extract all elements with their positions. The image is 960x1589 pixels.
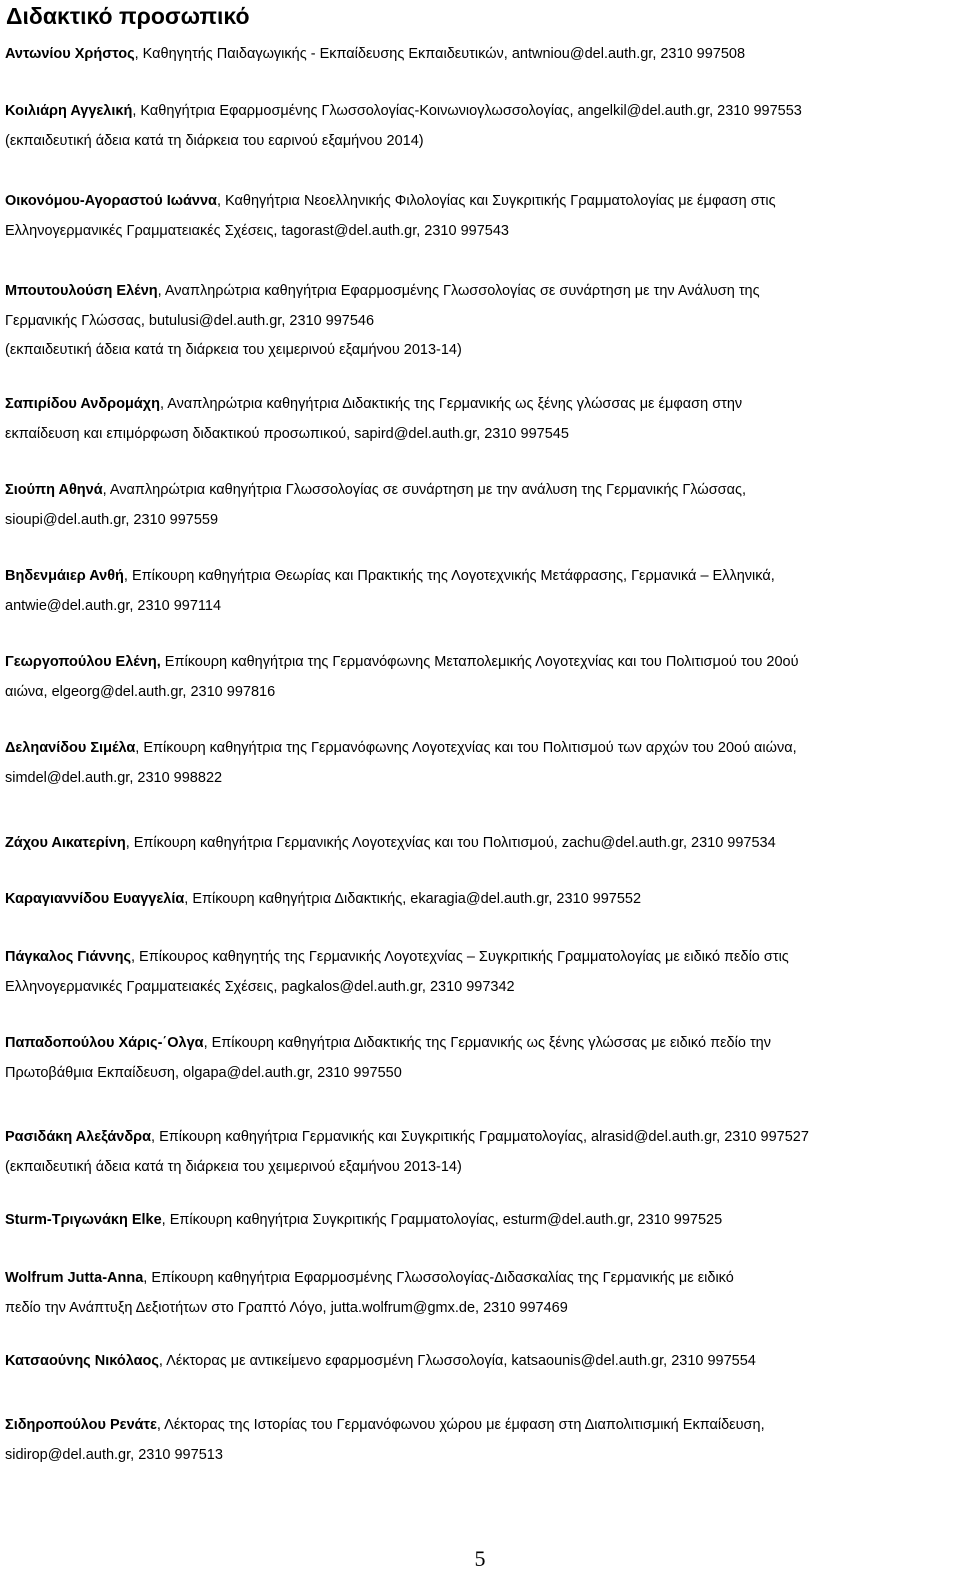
staff-name: Σιδηροπούλου Ρενάτε	[5, 1417, 157, 1433]
staff-details: , Επίκουρη καθηγήτρια της Γερμανόφωνης Λογοτεχνίας και του Πολιτισμού των αρχών του 20ού αιώνα,	[135, 740, 797, 756]
entry-line	[5, 187, 953, 217]
entry-line	[5, 592, 953, 622]
staff-details: , Επίκουρη καθηγήτρια Εφαρμοσμένης Γλωσσολογίας-Διδασκαλίας της Γερμανικής με ειδικό	[143, 1270, 734, 1286]
staff-entry	[5, 476, 953, 535]
staff-details: , Επίκουρη καθηγήτρια Διδακτικής, ekaragia@del.auth.gr, 2310 997552	[184, 891, 642, 907]
staff-name: Μπουτουλούση Ελένη	[5, 283, 158, 299]
entry-line	[5, 1029, 953, 1059]
entry-line	[5, 336, 953, 366]
staff-details: , Καθηγήτρια Εφαρμοσμένης Γλωσσολογίας-Κοινωνιογλωσσολογίας, angelkil@del.auth.gr, 2310 997553	[132, 103, 802, 119]
staff-name: Ζάχου Αικατερίνη	[5, 835, 126, 851]
entry-line	[5, 973, 953, 1003]
staff-details: sidirop@del.auth.gr, 2310 997513	[5, 1446, 223, 1463]
staff-details: , Αναπληρώτρια καθηγήτρια Γλωσσολογίας σε συνάρτηση με την ανάλυση της Γερμανικής Γλώσσας,	[102, 482, 747, 498]
entry-line	[5, 562, 953, 592]
staff-details: αιώνα, elgeorg@del.auth.gr, 2310 997816	[5, 683, 276, 700]
entry-line	[5, 734, 953, 764]
staff-details: (εκπαιδευτική άδεια κατά τη διάρκεια του χειμερινού εξαμήνου 2013-14)	[5, 1158, 462, 1175]
staff-entry	[5, 1264, 953, 1323]
staff-details: Επίκουρη καθηγήτρια της Γερμανόφωνης Μεταπολεμικής Λογοτεχνίας και του Πολιτισμού του 20ού	[160, 654, 799, 670]
staff-details: , Επίκουρος καθηγητής της Γερμανικής Λογοτεχνίας – Συγκριτικής Γραμματολογίας με ειδικό πεδίο στις	[131, 949, 789, 965]
staff-details: , Καθηγήτρια Νεοελληνικής Φιλολογίας και Συγκριτικής Γραμματολογίας με έμφαση στις	[216, 193, 776, 209]
staff-details: (εκπαιδευτική άδεια κατά τη διάρκεια του χειμερινού εξαμήνου 2013-14)	[5, 342, 462, 358]
staff-entry	[5, 390, 953, 449]
staff-name: Πάγκαλος Γιάννης	[5, 949, 131, 965]
entry-line	[5, 943, 953, 973]
staff-details: πεδίο την Ανάπτυξη Δεξιοτήτων στο Γραπτό Λόγο, jutta.wolfrum@gmx.de, 2310 997469	[5, 1299, 568, 1316]
staff-name: Οικονόμου-Αγοραστού Ιωάννα	[5, 193, 217, 209]
staff-details: Ελληνογερμανικές Γραμματειακές Σχέσεις, tagorast@del.auth.gr, 2310 997543	[5, 222, 509, 239]
staff-entry	[5, 1029, 953, 1088]
staff-list	[5, 0, 960, 1589]
entry-line	[5, 829, 953, 859]
staff-entry	[5, 1123, 953, 1182]
entry-line	[5, 1264, 953, 1294]
staff-name: Αντωνίου Χρήστος	[5, 46, 135, 62]
staff-details: antwie@del.auth.gr, 2310 997114	[5, 597, 222, 614]
staff-entry	[5, 648, 953, 707]
staff-entry	[5, 734, 953, 793]
staff-entry	[5, 829, 953, 859]
entry-line	[5, 1441, 953, 1471]
entry-line	[5, 648, 953, 678]
staff-entry	[5, 40, 953, 70]
staff-entry	[5, 562, 953, 621]
staff-details: , Επίκουρη καθηγήτρια Διδακτικής της Γερμανικής ως ξένης γλώσσας με ειδικό πεδίο την	[203, 1035, 771, 1051]
entry-line	[5, 390, 953, 420]
entry-line	[5, 1411, 953, 1441]
staff-name: Ρασιδάκη Αλεξάνδρα	[5, 1129, 152, 1145]
staff-name: Καραγιαννίδου Ευαγγελία	[5, 891, 185, 907]
staff-entry	[5, 885, 953, 915]
staff-name: Δεληανίδου Σιμέλα	[5, 740, 136, 756]
staff-details: εκπαίδευση και επιμόρφωση διδακτικού προσωπικού, sapird@del.auth.gr, 2310 997545	[5, 425, 569, 442]
entry-line	[5, 764, 953, 794]
entry-line	[5, 40, 953, 70]
entry-line	[5, 1294, 953, 1324]
entry-line	[5, 420, 953, 450]
page-number: 5	[474, 1546, 486, 1571]
staff-details: , Αναπληρώτρια καθηγήτρια Διδακτικής της Γερμανικής ως ξένης γλώσσας με έμφαση στην	[159, 396, 743, 412]
staff-name: Κατσαούνης Νικόλαος	[5, 1353, 159, 1369]
staff-entry	[5, 187, 953, 246]
entry-line	[5, 127, 953, 157]
staff-details: (εκπαιδευτική άδεια κατά τη διάρκεια του εαρινού εξαμήνου 2014)	[5, 132, 424, 149]
staff-entry	[5, 943, 953, 1002]
staff-details: , Αναπληρώτρια καθηγήτρια Εφαρμοσμένης Γλωσσολογίας σε συνάρτηση με την Ανάλυση της	[157, 283, 760, 299]
staff-name: Γεωργοπούλου Ελένη,	[5, 654, 161, 670]
staff-details: Γερμανικής Γλώσσας, butulusi@del.auth.gr, 2310 997546	[5, 312, 375, 329]
staff-entry	[5, 97, 953, 156]
entry-line	[5, 1123, 953, 1153]
staff-details: Πρωτοβάθμια Εκπαίδευση, olgapa@del.auth.gr, 2310 997550	[5, 1064, 402, 1081]
entry-line	[5, 885, 953, 915]
staff-details: Ελληνογερμανικές Γραμματειακές Σχέσεις, pagkalos@del.auth.gr, 2310 997342	[5, 978, 515, 995]
staff-details: , Επίκουρη καθηγήτρια Γερμανικής και Συγκριτικής Γραμματολογίας, alrasid@del.auth.gr, 2310 997527	[151, 1129, 809, 1145]
staff-name: Βηδενμάιερ Ανθή	[5, 568, 124, 584]
entry-line	[5, 1347, 953, 1377]
staff-name: Σιούπη Αθηνά	[5, 482, 103, 498]
entry-line	[5, 217, 953, 247]
entry-line	[5, 97, 953, 127]
entry-line	[5, 307, 953, 337]
staff-name: Sturm-Τριγωνάκη Elke	[5, 1212, 162, 1228]
staff-name: Σαπιρίδου Ανδρομάχη	[5, 396, 160, 412]
staff-details: simdel@del.auth.gr, 2310 998822	[5, 769, 223, 786]
staff-name: Κοιλιάρη Αγγελική	[5, 103, 133, 119]
entry-line	[5, 277, 953, 307]
staff-name: Παπαδοπούλου Χάρις-΄Ολγα	[5, 1035, 204, 1051]
entry-line	[5, 678, 953, 708]
entry-line	[5, 476, 953, 506]
staff-details: , Λέκτορας με αντικείμενο εφαρμοσμένη Γλωσσολογία, katsaounis@del.auth.gr, 2310 997554	[158, 1353, 756, 1369]
entry-line	[5, 1206, 953, 1236]
staff-entry	[5, 1347, 953, 1377]
entry-line	[5, 506, 953, 536]
staff-details: , Επίκουρη καθηγήτρια Συγκριτικής Γραμματολογίας, esturm@del.auth.gr, 2310 997525	[161, 1212, 723, 1228]
staff-entry	[5, 1206, 953, 1236]
staff-details: , Επίκουρη καθηγήτρια Θεωρίας και Πρακτικής της Λογοτεχνικής Μετάφρασης, Γερμανικά – Ελληνικά,	[123, 568, 775, 584]
staff-entry	[5, 1411, 953, 1470]
entry-line	[5, 1059, 953, 1089]
entry-line	[5, 1153, 953, 1183]
staff-details: , Καθηγητής Παιδαγωγικής - Εκπαίδευσης Εκπαιδευτικών, antwniou@del.auth.gr, 2310 997508	[134, 46, 746, 62]
page-title: Διδακτικό προσωπικό	[6, 3, 250, 29]
staff-details: , Επίκουρη καθηγήτρια Γερμανικής Λογοτεχνίας και του Πολιτισμού, zachu@del.auth.gr, 2310 997534	[125, 835, 776, 851]
staff-name: Wolfrum Jutta-Anna	[5, 1270, 144, 1286]
staff-entry	[5, 277, 953, 366]
staff-details: , Λέκτορας της Ιστορίας του Γερμανόφωνου χώρου με έμφαση στη Διαπολιτισμική Εκπαίδευση,	[156, 1417, 765, 1433]
staff-details: sioupi@del.auth.gr, 2310 997559	[5, 511, 219, 528]
